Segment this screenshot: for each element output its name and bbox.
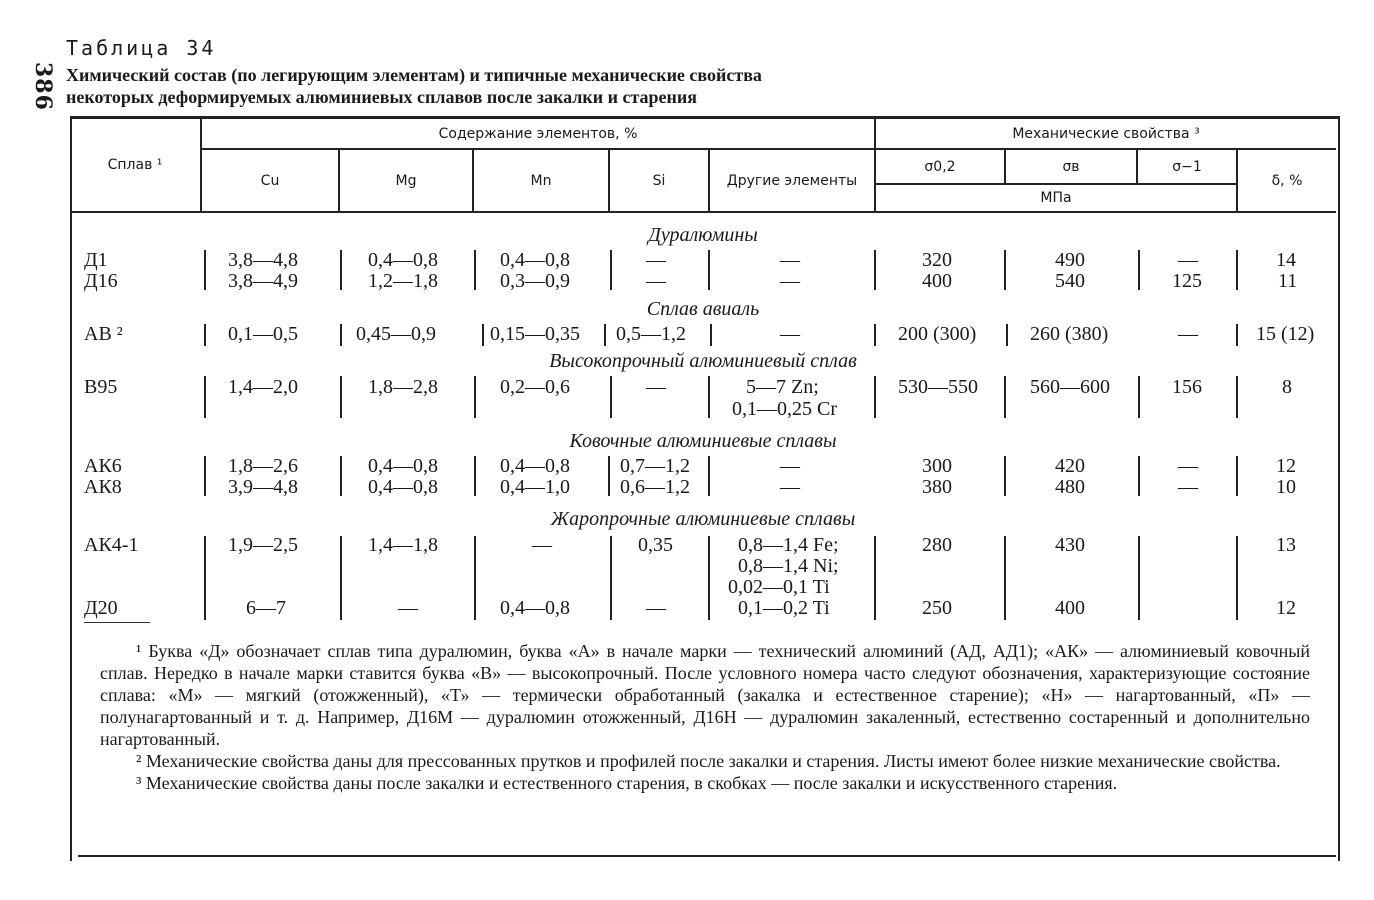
column-separator [1236, 324, 1238, 346]
cell-cu: 1,9—2,5 [228, 534, 298, 556]
header-sigma-b: σв [1005, 149, 1137, 184]
cell-other: — [780, 323, 800, 345]
column-separator [874, 536, 876, 620]
cell-sigma-b: 420 [1055, 455, 1085, 477]
cell-sigma-b: 430 [1055, 534, 1085, 556]
header-sigma-minus1: σ−1 [1137, 149, 1237, 184]
section-title: Сплав авиаль [646, 298, 760, 320]
header-cu: Cu [201, 149, 339, 212]
cell-alloy: Д20 [84, 597, 118, 619]
column-separator [874, 250, 876, 290]
header-content-group: Содержание элементов, % [201, 119, 875, 149]
column-separator [204, 324, 206, 346]
cell-delta: 15 (12) [1256, 323, 1315, 345]
column-separator [340, 324, 342, 346]
header-mn: Mn [473, 149, 609, 212]
cell-sigma-minus1: 156 [1172, 376, 1202, 398]
column-separator [610, 376, 612, 418]
cell-alloy: Д1 [84, 249, 108, 271]
footnote-1: ¹ Буква «Д» обозначает сплав типа дуралюмин, буква «А» в начале марки — технический алюминий (АД, АД1); «АК» — алюминиевый ковочный сплав. Нередко в начале марки ставится буква «В» — высокопрочный. После условного номера часто следуют обозначения, характеризующие состояние сплава: «М» — мягкий (отожженный), «Т» — термически обработанный (закалка и естественное старение); «Н» — нагартованный, «П» — полунагартованный и т. д. Например, Д16М — дуралюмин отожженный, Д16Н — дуралюмин закаленный, естественно состаренный и дополнительно нагартованный. [100, 641, 1310, 749]
cell-mg: 0,4—0,8 [368, 476, 438, 498]
cell-other: — [780, 270, 800, 292]
cell-mg: 0,4—0,8 [368, 249, 438, 271]
cell-delta: 14 [1276, 249, 1296, 271]
footnote-2: ² Механические свойства даны для прессованных прутков и профилей после закалки и старения. Листы имеют более низкие механические свойства. [136, 751, 1281, 771]
column-separator [610, 250, 612, 290]
cell-delta: 8 [1282, 376, 1292, 398]
cell-sigma-b: 260 (380) [1030, 323, 1109, 345]
cell-alloy: АК6 [84, 455, 122, 477]
page-number: 386 [30, 62, 56, 111]
footnote-3: ³ Механические свойства даны после закалки и естественного старения, в скобках — после закалки и искусственного старения. [136, 773, 1118, 793]
cell-si: — [646, 597, 666, 619]
cell-cu: 6—7 [246, 597, 286, 619]
column-separator [1236, 536, 1238, 620]
cell-alloy: АК8 [84, 476, 122, 498]
column-separator [340, 536, 342, 620]
column-separator [610, 536, 612, 620]
cell-sigma-minus1: — [1178, 455, 1198, 477]
column-separator [204, 536, 206, 620]
cell-si: — [646, 270, 666, 292]
cell-sigma-02: 380 [922, 476, 952, 498]
cell-cu: 1,8—2,6 [228, 455, 298, 477]
cell-mn: 0,15—0,35 [490, 323, 580, 345]
cell-sigma-02: 530—550 [898, 376, 978, 398]
cell-delta: 13 [1276, 534, 1296, 556]
column-separator [1006, 324, 1008, 346]
cell-sigma-b: 540 [1055, 270, 1085, 292]
cell-sigma-02: 280 [922, 534, 952, 556]
header-si: Si [609, 149, 709, 212]
header-alloy: Сплав ¹ [70, 119, 201, 212]
cell-other: 5—7 Zn; [746, 376, 819, 398]
column-separator [708, 376, 710, 418]
cell-sigma-02: 200 (300) [898, 323, 977, 345]
cell-sigma-b: 480 [1055, 476, 1085, 498]
cell-sigma-02: 400 [922, 270, 952, 292]
column-separator [474, 250, 476, 290]
cell-mn: — [532, 534, 552, 556]
column-separator [340, 456, 342, 496]
cell-sigma-02: 250 [922, 597, 952, 619]
header-delta: δ, % [1237, 149, 1336, 212]
cell-delta: 12 [1276, 455, 1296, 477]
footnote-divider [84, 622, 150, 623]
caption-line-1: Химический состав (по легирующим элементам) и типичные механические свойства [66, 65, 762, 85]
cell-sigma-02: 320 [922, 249, 952, 271]
table-caption [66, 64, 762, 108]
cell-delta: 12 [1276, 597, 1296, 619]
cell-si: 0,6—1,2 [620, 476, 690, 498]
cell-alloy: Д16 [84, 270, 118, 292]
cell-si: 0,7—1,2 [620, 455, 690, 477]
header-mech-group: Механические свойства ³ [875, 119, 1336, 149]
cell-sigma-b: 490 [1055, 249, 1085, 271]
cell-si: 0,5—1,2 [616, 323, 686, 345]
cell-mn: 0,4—0,8 [500, 597, 570, 619]
column-separator [1236, 456, 1238, 496]
cell-sigma-minus1: — [1178, 323, 1198, 345]
section-title: Высокопрочный алюминиевый сплав [549, 350, 857, 372]
cell-mg: 1,8—2,8 [368, 376, 438, 398]
column-separator [1004, 456, 1006, 496]
cell-si: — [646, 376, 666, 398]
cell-cu: 3,8—4,8 [228, 249, 298, 271]
column-separator [710, 324, 712, 346]
cell-sigma-02: 300 [922, 455, 952, 477]
column-separator [708, 456, 710, 496]
cell-si: — [646, 249, 666, 271]
cell-cu: 3,9—4,8 [228, 476, 298, 498]
cell-sigma-minus1: — [1178, 476, 1198, 498]
column-separator [204, 456, 206, 496]
column-separator [1236, 250, 1238, 290]
cell-other-line2: 0,1—0,25 Cr [732, 398, 837, 420]
cell-mg: 1,2—1,8 [368, 270, 438, 292]
column-separator [708, 536, 710, 620]
cell-cu: 3,8—4,9 [228, 270, 298, 292]
column-separator [1138, 250, 1140, 290]
cell-si: 0,35 [638, 534, 673, 556]
cell-other: 0,1—0,2 Ti [738, 597, 830, 619]
column-separator [204, 376, 206, 418]
column-separator [1138, 536, 1140, 620]
cell-delta: 11 [1278, 270, 1298, 292]
cell-mg: 0,4—0,8 [368, 455, 438, 477]
column-separator [1004, 376, 1006, 418]
column-separator [474, 456, 476, 496]
cell-sigma-minus1: 125 [1172, 270, 1202, 292]
cell-alloy: АК4-1 [84, 534, 139, 556]
table-label: Таблица 34 [66, 36, 217, 60]
column-separator [1236, 376, 1238, 418]
table-bottom-line [78, 855, 1336, 857]
section-title: Жаропрочные алюминиевые сплавы [550, 508, 856, 530]
column-separator [1138, 376, 1140, 418]
cell-mn: 0,4—0,8 [500, 249, 570, 271]
cell-other: — [780, 249, 800, 271]
cell-alloy: В95 [84, 376, 118, 398]
column-separator [474, 376, 476, 418]
cell-cu: 1,4—2,0 [228, 376, 298, 398]
cell-mg: 0,45—0,9 [356, 323, 436, 345]
section-title: Ковочные алюминиевые сплавы [569, 430, 837, 452]
cell-mg: — [398, 597, 418, 619]
footnotes [100, 640, 1310, 794]
column-separator [874, 376, 876, 418]
column-separator [708, 250, 710, 290]
cell-other: — [780, 455, 800, 477]
header-mg: Mg [339, 149, 473, 212]
cell-mn: 0,4—0,8 [500, 455, 570, 477]
table-header [70, 119, 1336, 213]
column-separator [474, 536, 476, 620]
cell-cu: 0,1—0,5 [228, 323, 298, 345]
cell-delta: 10 [1276, 476, 1296, 498]
column-separator [1138, 456, 1140, 496]
header-other: Другие элементы [709, 149, 875, 212]
cell-mn: 0,4—1,0 [500, 476, 570, 498]
cell-other: 0,8—1,4 Fe; [738, 534, 839, 556]
cell-mg: 1,4—1,8 [368, 534, 438, 556]
column-separator [874, 324, 876, 346]
cell-sigma-b: 400 [1055, 597, 1085, 619]
cell-other-line2: 0,8—1,4 Ni; [738, 555, 839, 577]
header-sigma-02: σ0,2 [875, 149, 1005, 184]
cell-alloy: АВ ² [84, 323, 123, 345]
column-separator [204, 250, 206, 290]
column-separator [340, 376, 342, 418]
column-separator [340, 250, 342, 290]
cell-sigma-minus1: — [1178, 249, 1198, 271]
cell-sigma-b: 560—600 [1030, 376, 1110, 398]
column-separator [482, 324, 484, 346]
column-separator [608, 456, 610, 496]
cell-mn: 0,2—0,6 [500, 376, 570, 398]
section-title: Дуралюмины [648, 224, 758, 246]
cell-other-line3: 0,02—0,1 Ti [728, 576, 830, 598]
header-mpa: МПа [875, 184, 1237, 212]
column-separator [1004, 250, 1006, 290]
cell-mn: 0,3—0,9 [500, 270, 570, 292]
column-separator [604, 324, 606, 346]
cell-other: — [780, 476, 800, 498]
column-separator [1004, 536, 1006, 620]
caption-line-2: некоторых деформируемых алюминиевых сплавов после закалки и старения [66, 87, 698, 107]
